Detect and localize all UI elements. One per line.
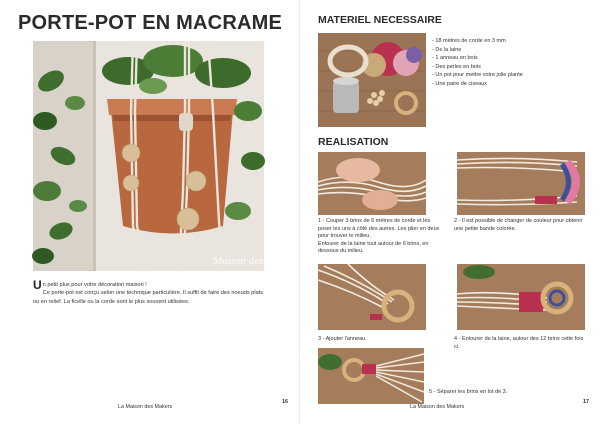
step-4-photo [457,264,585,330]
materials-list [432,37,523,89]
intro-line-1: n petit plus pour votre décoration maison ! [42,282,147,288]
step-1-text-b: Entourer de la laine tout autour de 6 brins, en dessous du milieu. [318,240,429,255]
page-number-left: 16 [282,399,288,405]
step-2-caption: 2 - Il est possible de changer de couleur pour obtenir une petite bande colorée. [454,218,583,232]
step-5-caption: 5 - Séparer les brins en lot de 3. [429,389,508,395]
materials-item: - Des perles en bois [432,63,481,70]
realisation-heading: REALISATION [318,136,389,148]
materials-item: - 18 mètres de corde en 3 mm [432,38,506,44]
step-5-photo [318,348,424,404]
intro-line-2: Ce porte-pot est conçu selon une technique particulière. Il suffit de faire des noeuds plats ou en relief. La ficelle ou la corde sont le plus souvent utilisées. [33,290,264,305]
page-title: PORTE-POT EN MACRAME [18,12,282,34]
materials-item: - Une paire de ciseaux [432,80,488,87]
step-4-caption: 4 - Entourer de la laine, autour des 12 brins cette fois ci. [454,336,584,350]
step-1-text-a: 1 - Couper 3 brins de 6 mètres de corde et les poser les uns à côté des autres. Les plier en deux pour trouver le milieu. [318,218,440,240]
materials-photo [318,33,426,127]
step-3-photo [318,264,426,330]
photo-watermark: Maison des Makers [213,255,300,267]
materials-item: - 1 anneau en bois [432,55,478,62]
page-number-right: 17 [583,399,589,405]
page-fold [299,0,300,424]
footer-right: La Maison des Makers [410,404,465,410]
intro-text [33,278,269,306]
step-1-photo [318,152,426,215]
hero-photo [33,41,300,271]
step-2-photo [457,152,585,215]
step-1-caption [318,218,444,256]
materials-heading: MATERIEL NECESSAIRE [318,14,442,26]
step-3-caption: 3 - Ajouter l'anneau. [318,336,367,342]
footer-left: La Maison des Makers [118,404,173,410]
materials-item: - Un pot pour mettre votre jolie plante [432,72,523,79]
drop-cap: U [33,278,42,292]
materials-item: - De la laine [432,46,462,53]
